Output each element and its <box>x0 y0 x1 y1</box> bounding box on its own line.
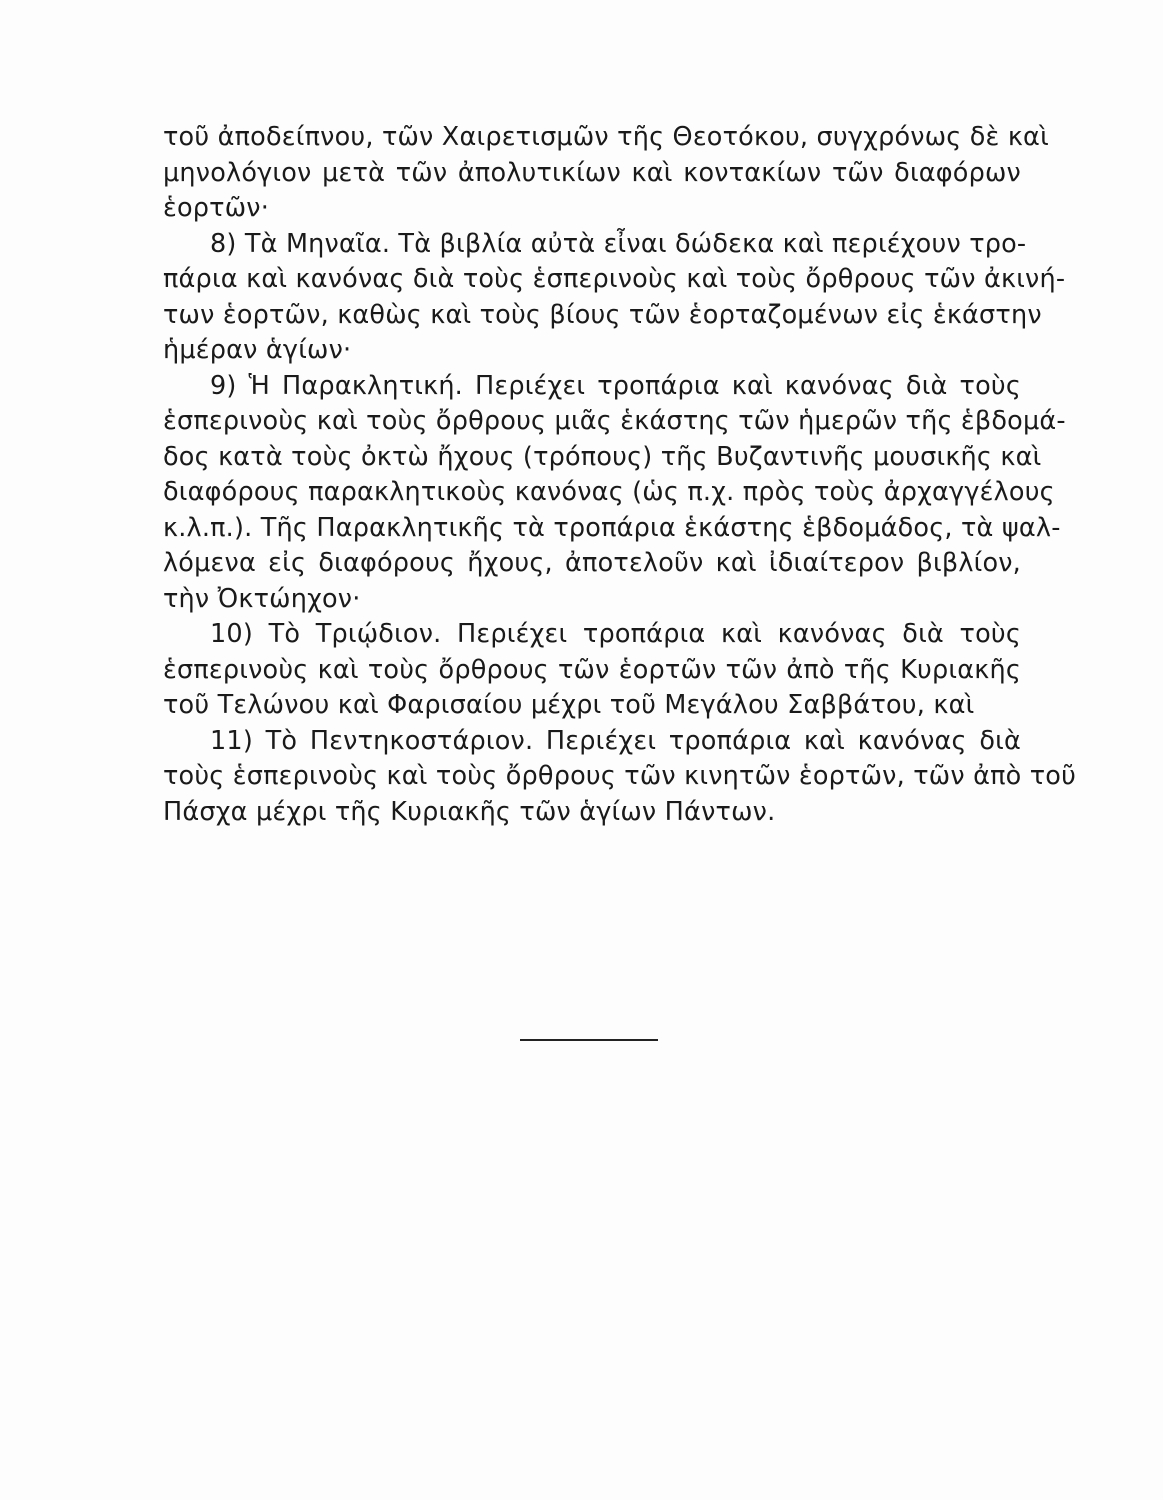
text-line: ἑορτῶν· <box>163 193 270 223</box>
text-line-item-11: 11) Τὸ Πεντηκοστάριον. Περιέχει τροπάρια καὶ κανόνας διὰ <box>210 725 1021 756</box>
text-line: τοῦ Τελώνου καὶ Φαρισαίου μέχρι τοῦ Μεγάλου Σαββάτου, καὶ <box>163 690 975 720</box>
text-line: ἑσπερινοὺς καὶ τοὺς ὄρθρους μιᾶς ἑκάστης τῶν ἡμερῶν τῆς ἑβδομά- <box>163 406 1066 436</box>
text-line: Πάσχα μέχρι τῆς Κυριακῆς τῶν ἁγίων Πάντων. <box>163 796 776 827</box>
section-divider-rule <box>520 1039 658 1041</box>
text-line: τὴν Ὀκτώηχον· <box>163 583 361 614</box>
text-line: κ.λ.π.). Τῆς Παρακλητικῆς τὰ τροπάρια ἑκάστης ἑβδομάδος, τὰ ψαλ- <box>163 512 1061 543</box>
text-line: τοὺς ἑσπερινοὺς καὶ τοὺς ὄρθρους τῶν κινητῶν ἑορτῶν, τῶν ἀπὸ τοῦ <box>163 761 1077 791</box>
text-line-item-9: 9) Ἡ Παρακλητική. Περιέχει τροπάρια καὶ κανόνας διὰ τοὺς <box>210 370 1021 401</box>
text-line-item-10: 10) Τὸ Τριῴδιον. Περιέχει τροπάρια καὶ κανόνας διὰ τοὺς <box>210 619 1021 649</box>
text-line: τοῦ ἀποδείπνου, τῶν Χαιρετισμῶν τῆς Θεοτόκου, συγχρόνως δὲ καὶ <box>163 122 1049 152</box>
text-line: διαφόρους παρακλητικοὺς κανόνας (ὡς π.χ. πρὸς τοὺς ἀρχαγγέλους <box>163 477 1055 507</box>
text-line: λόμενα εἰς διαφόρους ἤχους, ἀποτελοῦν καὶ ἰδιαίτερον βιβλίον, <box>163 548 1021 578</box>
text-line: ἡμέραν ἁγίων· <box>163 335 352 365</box>
text-line-item-8: 8) Τὰ Μηναῖα. Τὰ βιβλία αὐτὰ εἶναι δώδεκα καὶ περιέχουν τρο- <box>210 228 1027 259</box>
text-line: δος κατὰ τοὺς ὀκτὼ ἤχους (τρόπους) τῆς Βυζαντινῆς μουσικῆς καὶ <box>163 441 1042 472</box>
text-line: των ἑορτῶν, καθὼς καὶ τοὺς βίους τῶν ἑορταζομένων εἰς ἑκάστην <box>163 299 1042 330</box>
body-text <box>163 120 1077 830</box>
text-line: ἑσπερινοὺς καὶ τοὺς ὄρθρους τῶν ἑορτῶν τῶν ἀπὸ τῆς Κυριακῆς <box>163 654 1021 685</box>
text-line: μηνολόγιον μετὰ τῶν ἀπολυτικίων καὶ κοντακίων τῶν διαφόρων <box>163 157 1021 188</box>
text-line: πάρια καὶ κανόνας διὰ τοὺς ἑσπερινοὺς καὶ τοὺς ὄρθρους τῶν ἀκινή- <box>163 264 1066 294</box>
